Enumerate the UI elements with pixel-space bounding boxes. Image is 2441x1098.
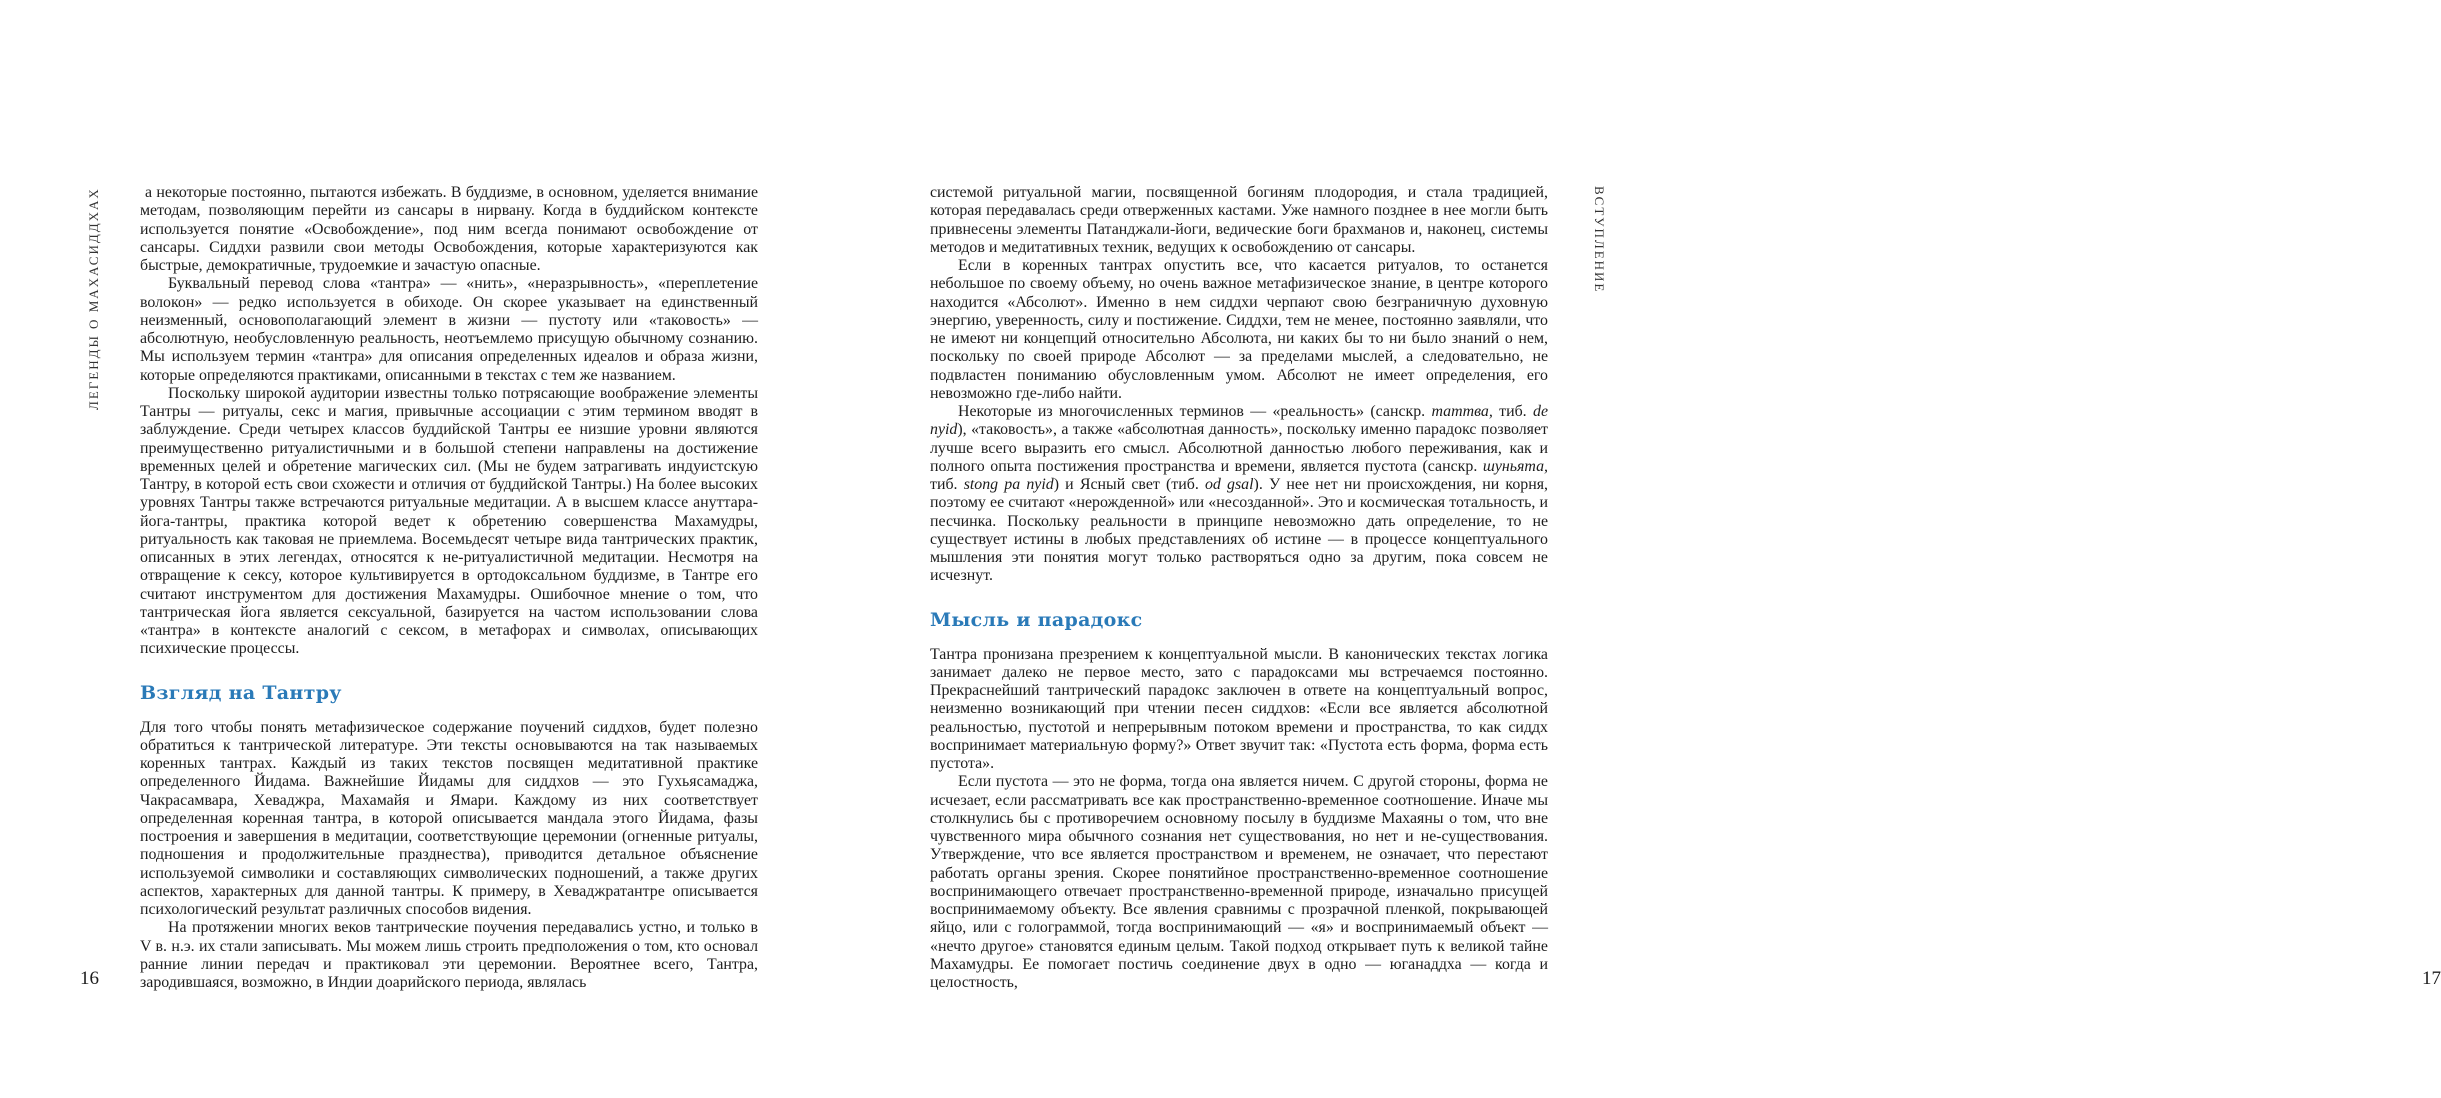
- running-head-left: ЛЕГЕНДЫ О МАХАСИДДХАХ: [86, 187, 101, 410]
- paragraph: Если в коренных тантрах опустить все, что касается ритуалов, то останется небольшое по своему объему, но очень важное метафизическое знание, в центре которого находится «Абсолют». Именно в нем сиддхи черпают свою безграничную духовную энергию, уверенность, силу и постижение. Сиддхи, тем не менее, постоянно заявляли, что не имеют ни концепций относительно Абсолюта, ни каких бы то ни было знаний о нем, поскольку по своей природе Абсолют — за пределами мыслей, а следовательно, не подвластен пониманию обусловленным умом. Абсолют не имеет определения, его невозможно где-либо найти.: [930, 257, 1548, 402]
- term-italic: de nyid: [930, 403, 1548, 439]
- paragraph: Если пустота — это не форма, тогда она является ничем. С другой стороны, форма не исчезает, если рассматривать все как пространственно-временное соотношение. Иначе мы столкнулись бы с противоречием основному посылу в буддизме Махаяны о том, что вне чувственного мира обычного сознания нет существования, но нет и не-существования. Утверждение, что все является пространством и временем, не означает, что перестают работать органы зрения. Скорее понятийное пространственно-временное соотношение воспринимающего отвечает пространственно-временной природе, изначально присущей воспринимаемому объекту. Все явления сравнимы с прозрачной пленкой, покрывающей яйцо, или с голограммой, тогда воспринимающий — «я» и воспринимаемый объект — «нечто другое» становятся единым целым. Такой подход открывает путь к великой тайне Махамудры. Ее помогает постичь соединение двух в одно — юганаддха — когда и целостность,: [930, 773, 1548, 991]
- paragraph: Для того чтобы понять метафизическое содержание поучений сиддхов, будет полезно обратиться к тантрической литературе. Эти тексты основываются на так называемых коренных тантрах. Каждый из таких текстов посвящен медитативной практике определенного Йидама. Важнейшие Йидамы для сиддхов — это Гухьясамаджа, Чакрасамвара, Хеваджра, Махамайя и Ямари. Каждому из них соответствует определенная коренная тантра, в которой описывается мандала этого Йидама, фазы построения и завершения в медитации, соответствующие церемонии (огненные ритуалы, подношения и продолжительные празднества), приводится детальное объяснение используемой символики и составляющих символических подношений, а также других аспектов, характерных для данной тантры. К примеру, в Хеваджратантре описывается психологический результат различных способов видения.: [140, 718, 758, 918]
- paragraph: На протяжении многих веков тантрические поучения передавались устно, и только в V в. н.э. их стали записывать. Мы можем лишь строить предположения о том, кто основал ранние линии передач и практиковал эти церемонии. Вероятнее всего, Тантра, зародившаяся, возможно, в Индии доарийского периода, являлась: [140, 919, 758, 991]
- running-head-right: ВСТУПЛЕНИЕ: [1592, 186, 1607, 294]
- section-heading: Мысль и парадокс: [930, 608, 1143, 631]
- text-run: ). У нее нет ни происхождения, ни корня, поэтому ее считают «нерожденной» или «несозданной». Это и космическая тотальность, и песчинка. Поскольку реальности в принципе невозможно дать определение, то не существует истины в любых представлениях об истине — в процессе концептуального мышления эти понятия могут только растворяться одно за другим, пока совсем не исчезнут.: [930, 476, 1548, 585]
- text-run: Некоторые из многочисленных терминов — «реальность» (санскр.: [958, 403, 1432, 420]
- paragraph: системой ритуальной магии, посвященной богиням плодородия, и стала традицией, которая передавалась среди отверженных кастами. Уже намного позднее в нее могли быть привнесены элементы Патанджали-йоги, ведические боги брахманов и, наконец, системы методов и медитативных техник, ведущих к освобождению от сансары.: [930, 184, 1548, 256]
- text-run: ), «таковость», а также «абсолютная данность», поскольку именно парадокс позволяет лучше всего выразить его смысл. Абсолютной данностью любого переживания, как и полного опыта постижения пространства и времени, является пустота (санскр.: [930, 421, 1548, 475]
- left-page: [0, 0, 840, 1098]
- term-italic: шуньята,: [1482, 457, 1548, 475]
- paragraph: Тантра пронизана презрением к концептуальной мысли. В канонических текстах логика занимает далеко не первое место, зато с парадоксами мы встречаемся постоянно. Прекраснейший тантрический парадокс заключен в ответе на концептуальный вопрос, неизменно возникающий при чтении песен сиддхов: «Если все является абсолютной реальностью, пустотой и непрерывным потоком времени и пространства, то как сиддх воспринимает материальную форму?» Ответ звучит так: «Пустота есть форма, форма есть пустота».: [930, 645, 1548, 772]
- page-number-right: 17: [2422, 968, 2441, 989]
- term-italic: таттва,: [1431, 403, 1493, 420]
- page-number-left: 16: [80, 968, 99, 989]
- paragraph: Поскольку широкой аудитории известны только потрясающие воображение элементы Тантры — ритуалы, секс и магия, привычные ассоциации с этим термином вводят в заблуждение. Среди четырех классов буддийской Тантры ее низшие уровни являются преимущественно ритуалистичными и в большой степени направлены на достижение временных целей и обретение магических сил. (Мы не будем затрагивать индуистскую Тантру, в которой есть свои схожести и отличия от буддийской Тантры.) На более высоких уровнях Тантры также встречаются ритуальные медитации. А в высшем классе ануттара-йога-тантры, практика которой ведет к обретению совершенства Махамудры, ритуальность как таковая не приемлема. Восемьдесят четыре вида тантрических практик, описанных в этих легендах, относятся к не-ритуалистичной медитации. Несмотря на отвращение к сексу, которое культивируется в ортодоксальном буддизме, в Тантре его считают инструментом для достижения Махамудры. Ошибочное мнение о том, что тантрическая йога является сексуальной, базируется на частом использовании слова «тантра» в контексте аналогий с сексом, в метафорах и символах, описывающих психические процессы.: [140, 384, 758, 658]
- text-run: тиб.: [1492, 403, 1533, 420]
- left-text-column: [140, 184, 758, 992]
- right-page: [840, 0, 2441, 1098]
- term-italic: stong pa nyid: [963, 476, 1054, 493]
- section-heading: Взгляд на Тантру: [140, 681, 342, 704]
- paragraph: Буквальный перевод слова «тантра» — «нить», «неразрывность», «переплетение волокон» — редко используется в обиходе. Он скорее указывает на единственный неизменный, основополагающий элемент в жизни — пустоту или «таковость» — абсолютную, необусловленную реальность, неотъемлемо присущую обычному сознанию. Мы используем термин «тантра» для описания определенных идеалов и образа жизни, которые определяются практиками, описанными в текстах с тем же названием.: [140, 275, 758, 384]
- paragraph: а некоторые постоянно, пытаются избежать. В буддизме, в основном, уделяется внимание методам, позволяющим перейти из сансары в нирвану. Когда в буддийском контексте используется понятие «Освобождение», под ним всегда понимают освобождение от сансары. Сиддхи развили свои методы Освобождения, которые характеризуются как быстрые, демократичные, трудоемкие и зачастую опасные.: [140, 184, 758, 274]
- text-run: тиб.: [930, 476, 964, 493]
- term-italic: od gsal: [1204, 476, 1254, 493]
- right-text-column: [930, 184, 1548, 992]
- paragraph: [930, 403, 1548, 586]
- text-run: ) и Ясный свет (тиб.: [1053, 476, 1205, 493]
